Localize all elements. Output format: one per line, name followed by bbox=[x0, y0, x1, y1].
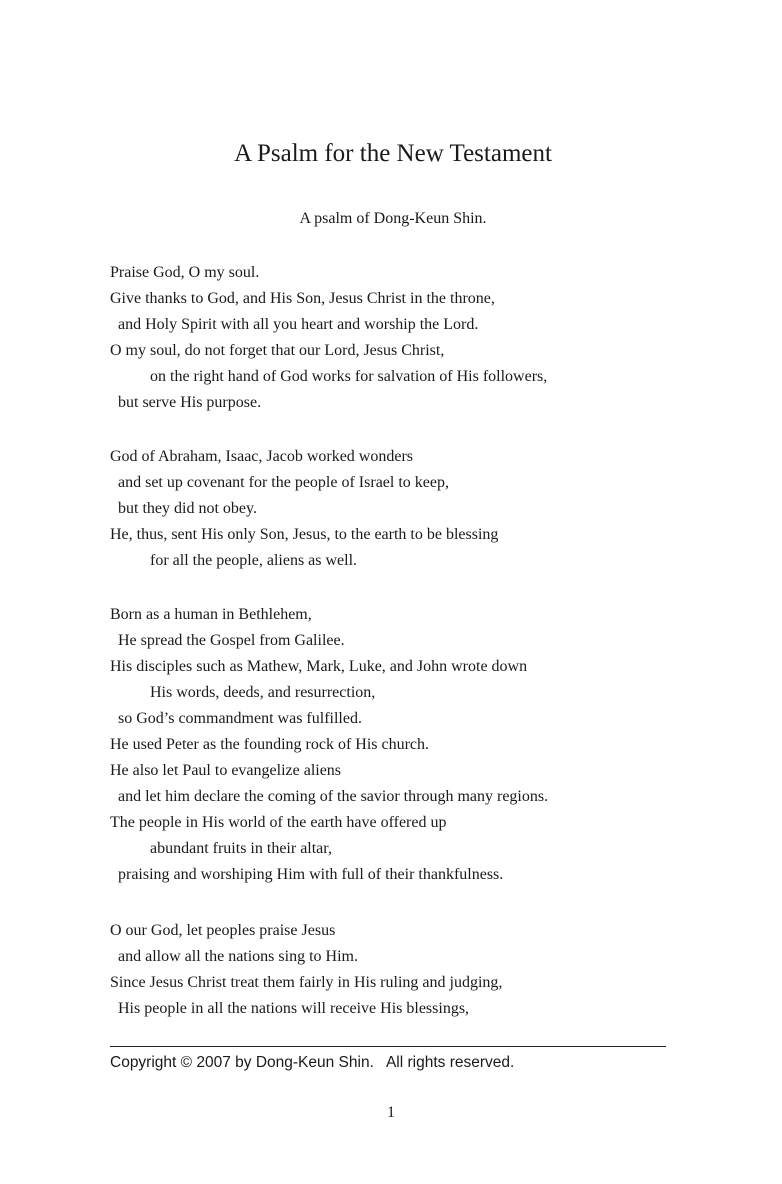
verse-line: He used Peter as the founding rock of His church. bbox=[110, 736, 430, 753]
verse-line: He, thus, sent His only Son, Jesus, to the earth to be blessing bbox=[110, 526, 499, 543]
verse-line: but serve His purpose. bbox=[118, 394, 262, 411]
page-number: 1 bbox=[387, 1104, 395, 1121]
verse-line: abundant fruits in their altar, bbox=[150, 840, 332, 857]
verse-line: O our God, let peoples praise Jesus bbox=[110, 922, 336, 939]
verse-line: on the right hand of God works for salvation of His followers, bbox=[150, 368, 548, 385]
verse-line: Give thanks to God, and His Son, Jesus Christ in the throne, bbox=[110, 290, 495, 307]
verse-line: His people in all the nations will receive His blessings, bbox=[118, 1000, 470, 1017]
page-title: A Psalm for the New Testament bbox=[234, 140, 552, 167]
verse-line: His disciples such as Mathew, Mark, Luke, and John wrote down bbox=[110, 658, 528, 675]
verse-line: O my soul, do not forget that our Lord, Jesus Christ, bbox=[110, 342, 445, 359]
verse-line: praising and worshiping Him with full of their thankfulness. bbox=[118, 866, 504, 883]
verse-line: God of Abraham, Isaac, Jacob worked wonders bbox=[110, 448, 414, 465]
verse-line: for all the people, aliens as well. bbox=[150, 552, 358, 569]
verse-line: Praise God, O my soul. bbox=[110, 264, 260, 281]
verse-line: He also let Paul to evangelize aliens bbox=[110, 762, 342, 779]
verse-line: but they did not obey. bbox=[118, 500, 257, 517]
verse-line: Since Jesus Christ treat them fairly in His ruling and judging, bbox=[110, 974, 503, 991]
verse-line: The people in His world of the earth have offered up bbox=[110, 814, 447, 831]
footer-divider bbox=[110, 1046, 666, 1047]
verse-line: He spread the Gospel from Galilee. bbox=[118, 632, 345, 649]
verse-line: and Holy Spirit with all you heart and worship the Lord. bbox=[118, 316, 479, 333]
verse-line: Born as a human in Bethlehem, bbox=[110, 606, 312, 623]
verse-line: and set up covenant for the people of Israel to keep, bbox=[118, 474, 449, 491]
verse-line: so God’s commandment was fulfilled. bbox=[118, 710, 362, 727]
subtitle: A psalm of Dong-Keun Shin. bbox=[299, 210, 487, 227]
verse-line: His words, deeds, and resurrection, bbox=[150, 684, 376, 701]
verse-line: and let him declare the coming of the savior through many regions. bbox=[118, 788, 549, 805]
verse-line: and allow all the nations sing to Him. bbox=[118, 948, 358, 965]
copyright-notice: Copyright © 2007 by Dong-Keun Shin. All rights reserved. bbox=[110, 1054, 515, 1071]
